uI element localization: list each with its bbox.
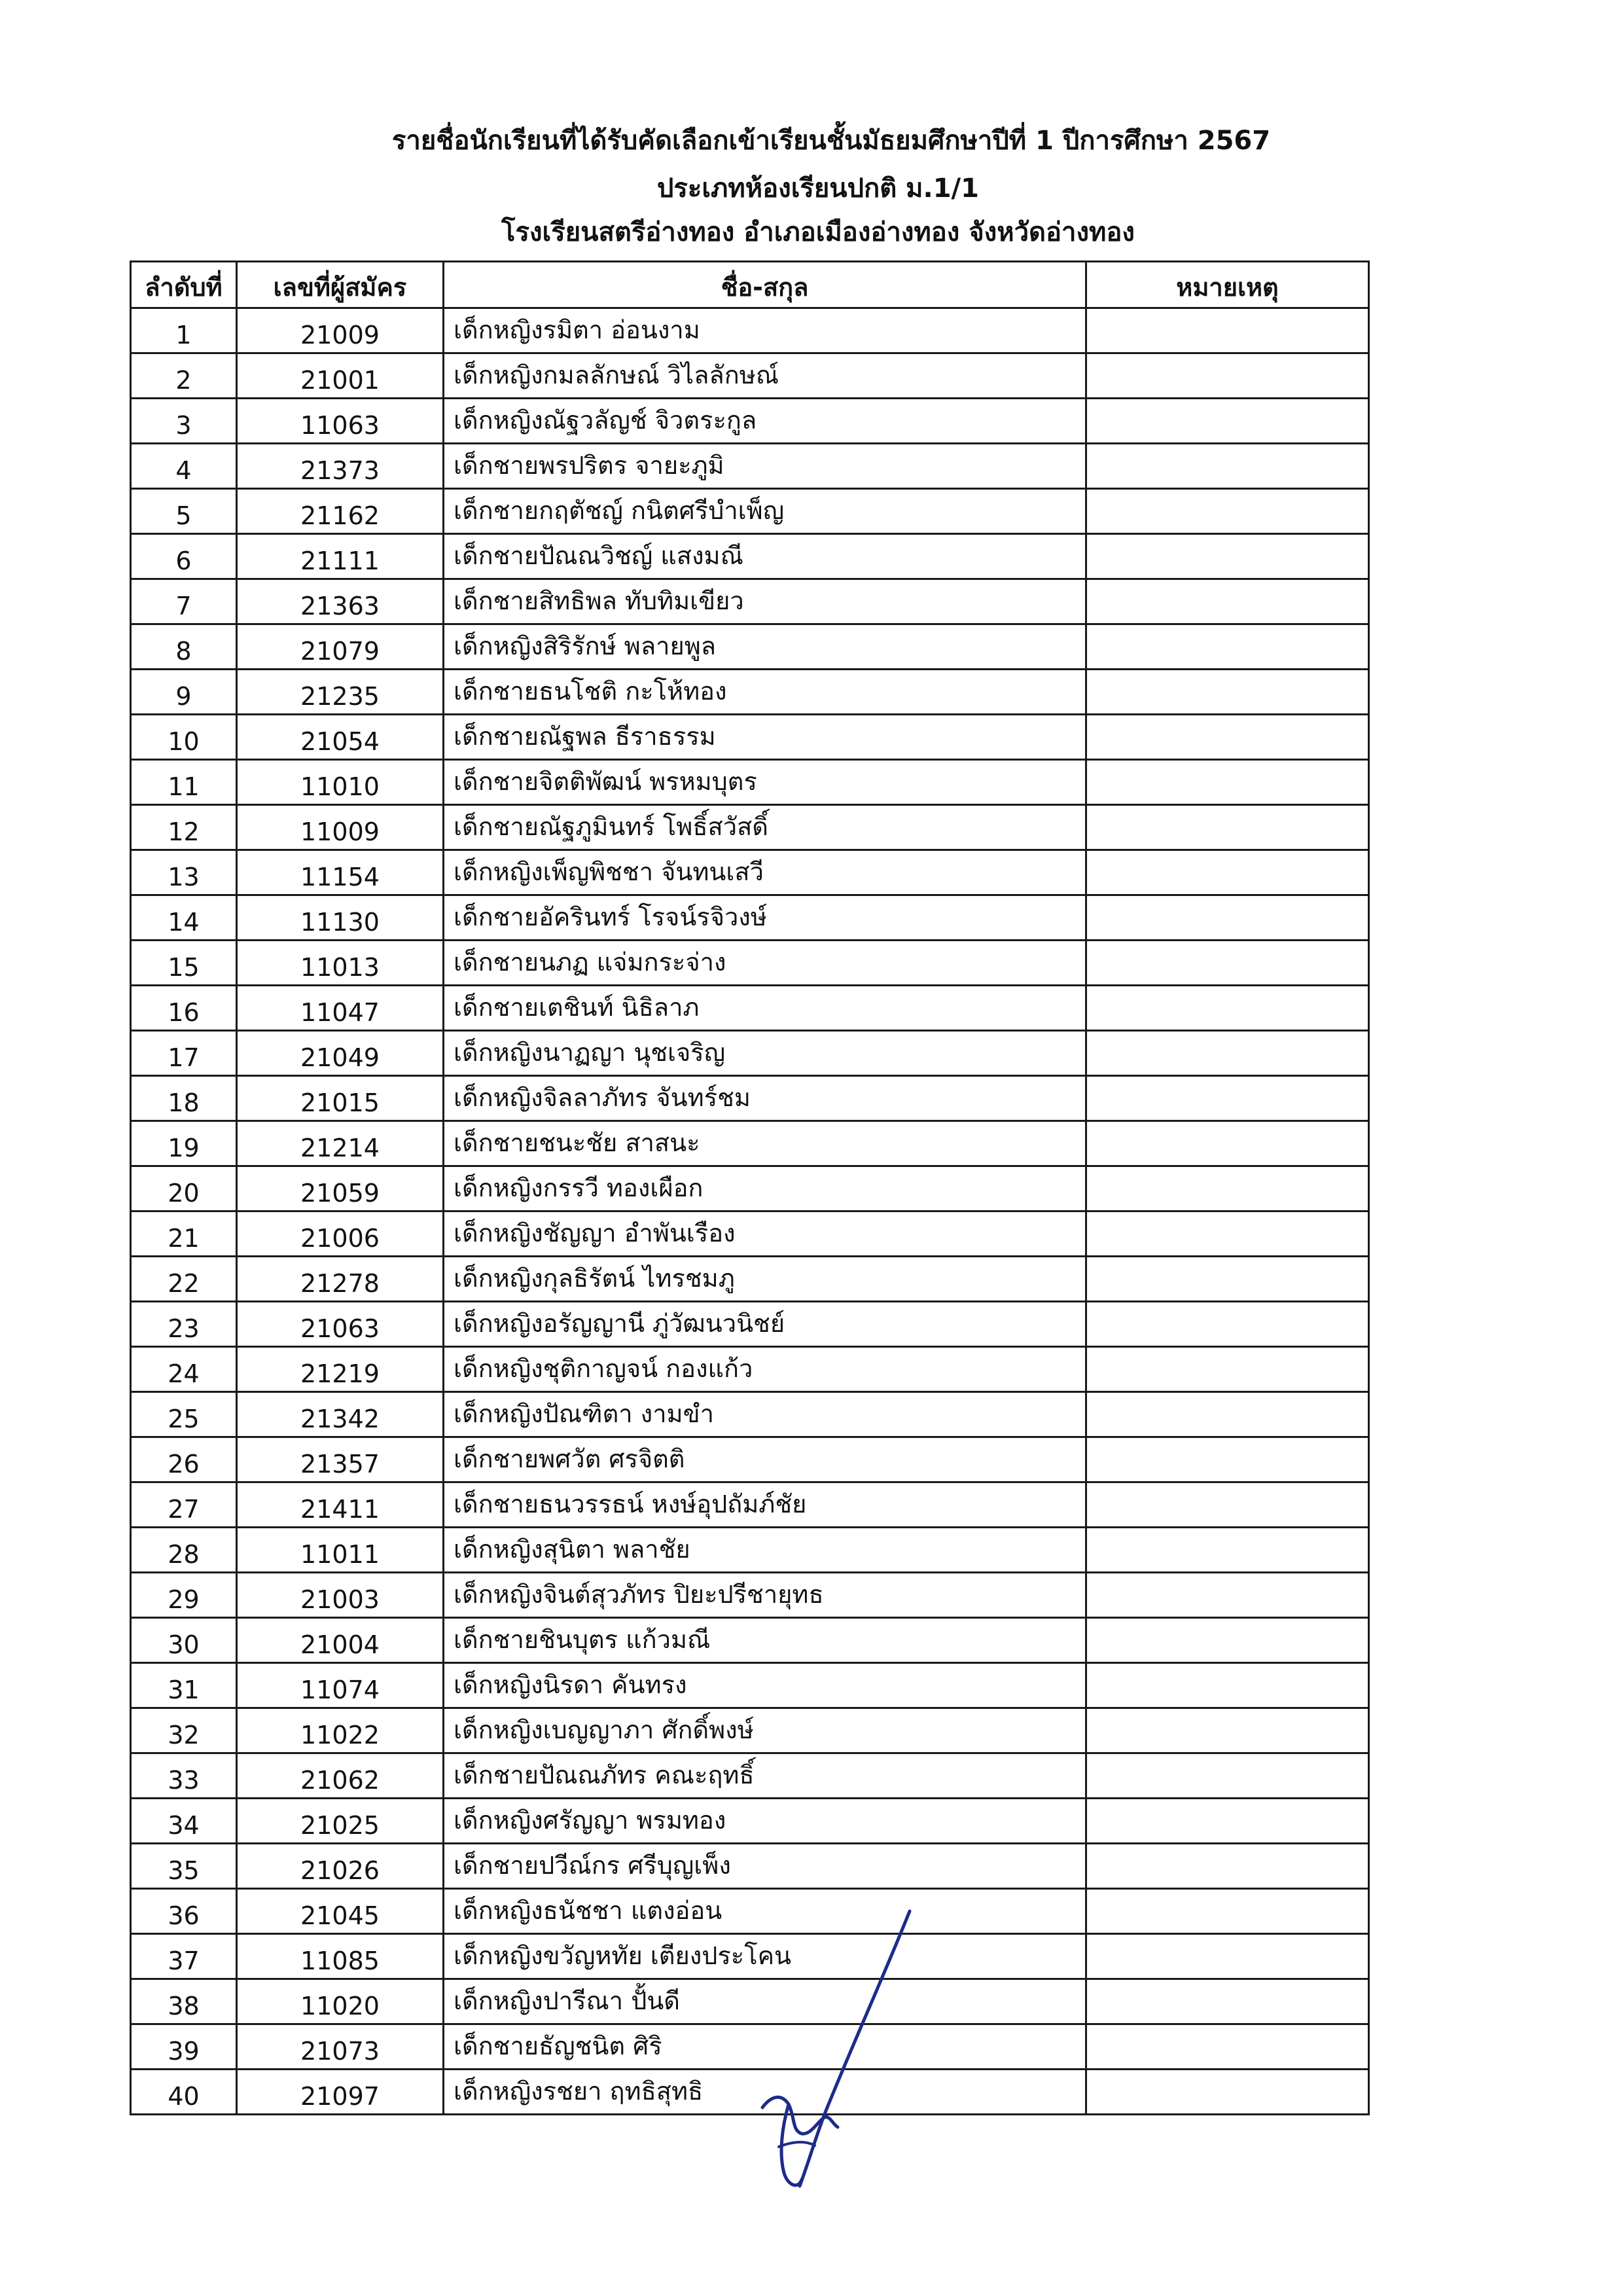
table-row (131, 895, 1369, 941)
student-name: เด็กชายธนโชติ กะโห้ทอง (444, 670, 1086, 715)
student-name: เด็กหญิงรมิตา อ่อนงาม (444, 308, 1086, 353)
column-header-name: ชื่อ-สกุล (444, 262, 1086, 308)
table-row (131, 579, 1369, 624)
applicant-id: 11013 (237, 941, 444, 986)
table-row (131, 1889, 1369, 1934)
note-cell (1086, 1302, 1369, 1347)
row-number: 22 (131, 1257, 237, 1302)
applicant-id: 21006 (237, 1211, 444, 1257)
row-number: 27 (131, 1482, 237, 1528)
applicant-id: 21054 (237, 715, 444, 760)
student-name: เด็กหญิงอรัญญานี ภู่วัฒนวนิชย์ (444, 1302, 1086, 1347)
note-cell (1086, 579, 1369, 624)
table-row (131, 1302, 1369, 1347)
title-line-3: โรงเรียนสตรีอ่างทอง อำเภอเมืองอ่างทอง จังหวัดอ่างทอง (501, 217, 1135, 247)
student-name: เด็กหญิงรชยา ฤทธิสุทธิ (444, 2070, 1086, 2115)
student-name: เด็กหญิงสุนิตา พลาชัย (444, 1528, 1086, 1573)
roster-table-wrapper (130, 260, 1368, 2115)
applicant-id: 21097 (237, 2070, 444, 2115)
table-row (131, 489, 1369, 534)
note-cell (1086, 1482, 1369, 1528)
table-row (131, 670, 1369, 715)
applicant-id: 11011 (237, 1528, 444, 1573)
table-row (131, 1482, 1369, 1528)
row-number: 37 (131, 1934, 237, 1979)
note-cell (1086, 1618, 1369, 1663)
applicant-id: 11010 (237, 760, 444, 805)
note-cell (1086, 805, 1369, 850)
row-number: 13 (131, 850, 237, 895)
row-number: 2 (131, 353, 237, 399)
note-cell (1086, 1573, 1369, 1618)
title-line-2: ประเภทห้องเรียนปกติ ม.1/1 (657, 173, 979, 204)
applicant-id: 21004 (237, 1618, 444, 1663)
applicant-id: 11020 (237, 1979, 444, 2024)
table-row (131, 1347, 1369, 1392)
student-name: เด็กหญิงเบญญาภา ศักดิ์พงษ์ (444, 1708, 1086, 1753)
applicant-id: 21063 (237, 1302, 444, 1347)
table-row (131, 715, 1369, 760)
table-row (131, 1528, 1369, 1573)
note-cell (1086, 399, 1369, 444)
row-number: 12 (131, 805, 237, 850)
table-row (131, 1753, 1369, 1799)
row-number: 4 (131, 444, 237, 489)
handwritten-signature-icon (753, 1898, 949, 2199)
table-row (131, 624, 1369, 670)
note-cell (1086, 1257, 1369, 1302)
student-name: เด็กหญิงปัณฑิตา งามขำ (444, 1392, 1086, 1437)
row-number: 11 (131, 760, 237, 805)
applicant-id: 21025 (237, 1799, 444, 1844)
student-name: เด็กชายพศวัต ศรจิตติ (444, 1437, 1086, 1482)
applicant-id: 11085 (237, 1934, 444, 1979)
row-number: 23 (131, 1302, 237, 1347)
row-number: 26 (131, 1437, 237, 1482)
row-number: 34 (131, 1799, 237, 1844)
applicant-id: 11047 (237, 986, 444, 1031)
table-row (131, 1166, 1369, 1211)
row-number: 9 (131, 670, 237, 715)
student-name: เด็กหญิงจิลลาภัทร จันทร์ชม (444, 1076, 1086, 1121)
table-row (131, 2070, 1369, 2115)
table-row (131, 1211, 1369, 1257)
note-cell (1086, 1347, 1369, 1392)
roster-body (131, 308, 1369, 2115)
table-row (131, 1392, 1369, 1437)
student-name: เด็กหญิงธนัชชา แตงอ่อน (444, 1889, 1086, 1934)
note-cell (1086, 1663, 1369, 1708)
table-row (131, 1031, 1369, 1076)
table-row (131, 941, 1369, 986)
note-cell (1086, 624, 1369, 670)
note-cell (1086, 1211, 1369, 1257)
table-row (131, 353, 1369, 399)
column-header-no: ลำดับที่ (131, 262, 237, 308)
student-name: เด็กหญิงกมลลักษณ์ วิไลลักษณ์ (444, 353, 1086, 399)
note-cell (1086, 1076, 1369, 1121)
row-number: 30 (131, 1618, 237, 1663)
table-header-row (131, 262, 1369, 308)
note-cell (1086, 895, 1369, 941)
note-cell (1086, 941, 1369, 986)
row-number: 15 (131, 941, 237, 986)
note-cell (1086, 1708, 1369, 1753)
note-cell (1086, 308, 1369, 353)
applicant-id: 11022 (237, 1708, 444, 1753)
student-name: เด็กชายอัครินทร์ โรจน์รจิวงษ์ (444, 895, 1086, 941)
note-cell (1086, 760, 1369, 805)
row-number: 18 (131, 1076, 237, 1121)
student-name: เด็กชายชนะชัย สาสนะ (444, 1121, 1086, 1166)
student-name: เด็กหญิงกรรวี ทองเผือก (444, 1166, 1086, 1211)
table-row (131, 1573, 1369, 1618)
row-number: 39 (131, 2024, 237, 2070)
table-row (131, 1618, 1369, 1663)
table-row (131, 1979, 1369, 2024)
student-name: เด็กหญิงศรัญญา พรมทอง (444, 1799, 1086, 1844)
note-cell (1086, 489, 1369, 534)
note-cell (1086, 986, 1369, 1031)
row-number: 40 (131, 2070, 237, 2115)
note-cell (1086, 1437, 1369, 1482)
table-row (131, 2024, 1369, 2070)
row-number: 10 (131, 715, 237, 760)
note-cell (1086, 1844, 1369, 1889)
row-number: 3 (131, 399, 237, 444)
note-cell (1086, 1934, 1369, 1979)
row-number: 35 (131, 1844, 237, 1889)
applicant-id: 21219 (237, 1347, 444, 1392)
note-cell (1086, 1528, 1369, 1573)
note-cell (1086, 1392, 1369, 1437)
student-name: เด็กหญิงชุติกาญจน์ กองแก้ว (444, 1347, 1086, 1392)
student-name: เด็กชายปัณณภัทร คณะฤทธิ์ (444, 1753, 1086, 1799)
student-name: เด็กชายธนวรรธน์ หงษ์อุปถัมภ์ชัย (444, 1482, 1086, 1528)
applicant-id: 21411 (237, 1482, 444, 1528)
student-name: เด็กชายพรปริตร จายะภูมิ (444, 444, 1086, 489)
row-number: 16 (131, 986, 237, 1031)
table-row (131, 986, 1369, 1031)
applicant-id: 21278 (237, 1257, 444, 1302)
note-cell (1086, 850, 1369, 895)
note-cell (1086, 2070, 1369, 2115)
note-cell (1086, 2024, 1369, 2070)
roster-table (130, 260, 1370, 2115)
student-name: เด็กชายสิทธิพล ทับทิมเขียว (444, 579, 1086, 624)
student-name: เด็กชายนภฏ แจ่มกระจ่าง (444, 941, 1086, 986)
table-row (131, 1844, 1369, 1889)
note-cell (1086, 534, 1369, 579)
column-header-applicant-id: เลขที่ผู้สมัคร (237, 262, 444, 308)
applicant-id: 11074 (237, 1663, 444, 1708)
row-number: 25 (131, 1392, 237, 1437)
applicant-id: 11009 (237, 805, 444, 850)
row-number: 38 (131, 1979, 237, 2024)
applicant-id: 21026 (237, 1844, 444, 1889)
note-cell (1086, 353, 1369, 399)
table-row (131, 1708, 1369, 1753)
applicant-id: 21111 (237, 534, 444, 579)
row-number: 1 (131, 308, 237, 353)
applicant-id: 21079 (237, 624, 444, 670)
student-name: เด็กหญิงปารีณา ปั้นดี (444, 1979, 1086, 2024)
applicant-id: 21373 (237, 444, 444, 489)
student-name: เด็กหญิงจินต์สุวภัทร ปิยะปรีชายุทธ (444, 1573, 1086, 1618)
note-cell (1086, 1031, 1369, 1076)
note-cell (1086, 1166, 1369, 1211)
student-name: เด็กชายปวีณ์กร ศรีบุญเพ็ง (444, 1844, 1086, 1889)
student-name: เด็กชายธัญชนิต ศิริ (444, 2024, 1086, 2070)
applicant-id: 11154 (237, 850, 444, 895)
table-row (131, 850, 1369, 895)
applicant-id: 21357 (237, 1437, 444, 1482)
note-cell (1086, 670, 1369, 715)
row-number: 5 (131, 489, 237, 534)
table-row (131, 1799, 1369, 1844)
applicant-id: 21073 (237, 2024, 444, 2070)
student-name: เด็กชายกฤตัชญ์ กนิตศรีบำเพ็ญ (444, 489, 1086, 534)
table-row (131, 805, 1369, 850)
row-number: 19 (131, 1121, 237, 1166)
table-row (131, 1934, 1369, 1979)
table-row (131, 1257, 1369, 1302)
applicant-id: 21162 (237, 489, 444, 534)
student-name: เด็กหญิงชัญญา อำพันเรือง (444, 1211, 1086, 1257)
table-row (131, 308, 1369, 353)
row-number: 36 (131, 1889, 237, 1934)
row-number: 32 (131, 1708, 237, 1753)
applicant-id: 21214 (237, 1121, 444, 1166)
row-number: 24 (131, 1347, 237, 1392)
row-number: 7 (131, 579, 237, 624)
applicant-id: 11130 (237, 895, 444, 941)
student-name: เด็กหญิงเพ็ญพิชชา จันทนเสวี (444, 850, 1086, 895)
table-row (131, 1663, 1369, 1708)
student-name: เด็กหญิงกุลธิรัตน์ ไทรชมภู (444, 1257, 1086, 1302)
student-name: เด็กชายจิตติพัฒน์ พรหมบุตร (444, 760, 1086, 805)
student-name: เด็กหญิงนาฏญา นุชเจริญ (444, 1031, 1086, 1076)
table-row (131, 1121, 1369, 1166)
row-number: 21 (131, 1211, 237, 1257)
student-name: เด็กชายเตชินท์ นิธิลาภ (444, 986, 1086, 1031)
table-row (131, 760, 1369, 805)
row-number: 29 (131, 1573, 237, 1618)
applicant-id: 21045 (237, 1889, 444, 1934)
student-name: เด็กหญิงนิรดา คันทรง (444, 1663, 1086, 1708)
row-number: 6 (131, 534, 237, 579)
applicant-id: 21009 (237, 308, 444, 353)
row-number: 8 (131, 624, 237, 670)
table-row (131, 399, 1369, 444)
row-number: 28 (131, 1528, 237, 1573)
table-row (131, 1437, 1369, 1482)
applicant-id: 21059 (237, 1166, 444, 1211)
student-name: เด็กชายชินบุตร แก้วมณี (444, 1618, 1086, 1663)
note-cell (1086, 1799, 1369, 1844)
title-line-1: รายชื่อนักเรียนที่ได้รับคัดเลือกเข้าเรียนชั้นมัธยมศึกษาปีที่ 1 ปีการศึกษา 2567 (391, 126, 1271, 156)
note-cell (1086, 1753, 1369, 1799)
note-cell (1086, 715, 1369, 760)
table-row (131, 444, 1369, 489)
student-name: เด็กหญิงณัฐวลัญช์ จิวตระกูล (444, 399, 1086, 444)
applicant-id: 21235 (237, 670, 444, 715)
applicant-id: 21003 (237, 1573, 444, 1618)
row-number: 14 (131, 895, 237, 941)
note-cell (1086, 1121, 1369, 1166)
note-cell (1086, 1979, 1369, 2024)
row-number: 31 (131, 1663, 237, 1708)
row-number: 20 (131, 1166, 237, 1211)
row-number: 17 (131, 1031, 237, 1076)
student-name: เด็กชายปัณณวิชญ์ แสงมณี (444, 534, 1086, 579)
student-name: เด็กหญิงสิริรักษ์ พลายพูล (444, 624, 1086, 670)
column-header-note: หมายเหตุ (1086, 262, 1369, 308)
applicant-id: 21001 (237, 353, 444, 399)
table-row (131, 534, 1369, 579)
note-cell (1086, 1889, 1369, 1934)
table-row (131, 1076, 1369, 1121)
applicant-id: 21049 (237, 1031, 444, 1076)
student-name: เด็กชายณัฐพล ธีราธรรม (444, 715, 1086, 760)
note-cell (1086, 444, 1369, 489)
applicant-id: 21363 (237, 579, 444, 624)
applicant-id: 11063 (237, 399, 444, 444)
applicant-id: 21342 (237, 1392, 444, 1437)
applicant-id: 21062 (237, 1753, 444, 1799)
row-number: 33 (131, 1753, 237, 1799)
applicant-id: 21015 (237, 1076, 444, 1121)
student-name: เด็กชายณัฐภูมินทร์ โพธิ์สวัสดิ์ (444, 805, 1086, 850)
student-name: เด็กหญิงขวัญหทัย เตียงประโคน (444, 1934, 1086, 1979)
